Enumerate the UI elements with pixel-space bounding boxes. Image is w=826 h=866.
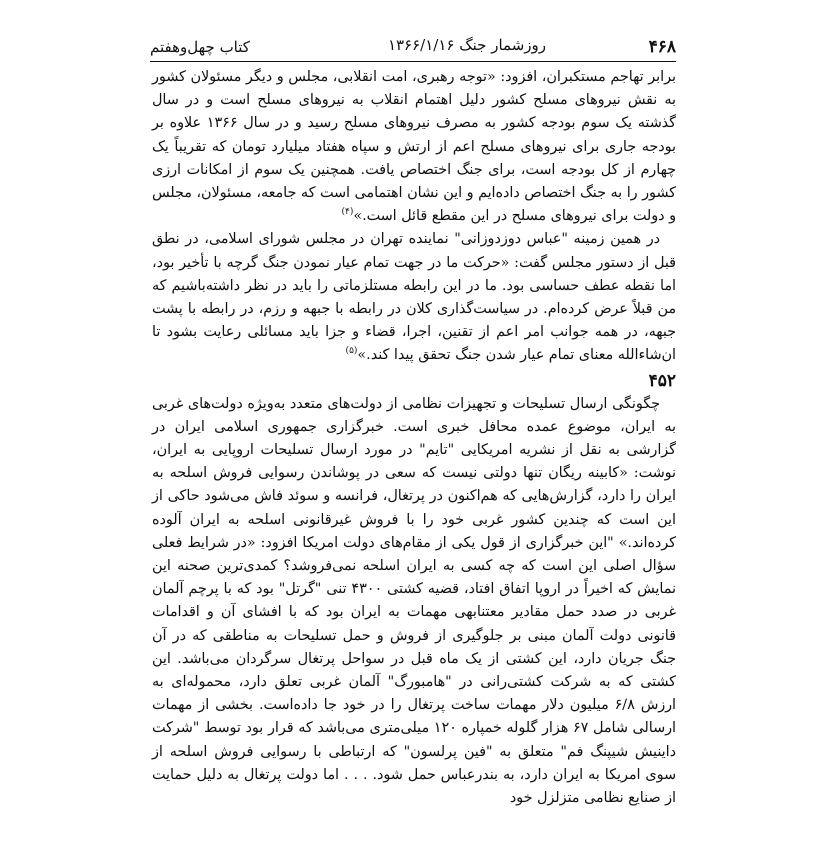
section-number: ۴۵۲ [648, 370, 676, 391]
paragraph-3 [152, 393, 676, 811]
footnote-ref-5: (۵) [345, 346, 358, 357]
paragraph-2-text: در همین زمینه "عباس دوزدوزانی" نماینده تهران در مجلس شورای اسلامی، در نطق قبل از دستور مجلس گفت: «حرکت ما در جهت تمام عیار نمودن جنگ گرچه با تأخیر بود، اما نقطه عطف حساسی بود. ما در این رابطه مستلزماتی را باید در نظر داشته‌باشیم که من قبلاً عرض کرده‌ام. در سیاست‌گذاری کلان در رابطه با جبهه و رزم، در رابطه با پشت جبهه، در همه جوانب امر اعم از تقنین، اجرا، قضاء و جزا باید مسائلی رعایت بشود تا ان‌شاءالله معنای تمام عیار شدن جنگ تحقق پیدا کند.» [152, 231, 676, 364]
page-header [150, 34, 676, 60]
page-number: ۴۶۸ [648, 37, 676, 57]
paragraph-2 [152, 228, 676, 367]
footnote-ref-4: (۴) [341, 207, 354, 218]
running-title: روزشمار جنگ ۱۳۶۶/۱/۱۶ [387, 36, 546, 54]
paragraph-3-text: چگونگی ارسال تسلیحات و تجهیزات نظامی از دولت‌های متعدد به‌ویژه دولت‌های غربی به ایران، موضوع عمده محافل خبری است. خبرگزاری جمهوری اسلامی ایران در گزارشی به نقل از نشریه امریکایی "تایم" در مورد ارسال تسلیحات اروپایی به ایران، نوشت: «کابینه ریگان تنها دولتی نیست که سعی در پوشاندن رسوایی فروش اسلحه به ایران را دارد، گزارش‌هایی که هم‌اکنون در پرتغال، فرانسه و سوئد فاش می‌شود حاکی از این است که چندین کشور غربی خود را با فروش غیرقانونی اسلحه به ایران آلوده کرده‌اند.» "این خبرگزاری از قول یکی از مقام‌های دولت امریکا افزود: «در شرایط فعلی سؤال اصلی این است که چه کسی به ایران اسلحه نمی‌فروشد؟ کمدی‌ترین صحنه این نمایش که اخیراً در اروپا اتفاق افتاد، قضیه کشتی ۴۳۰۰ تنی "گرتل" بود که با پرچم آلمان غربی در صدد حمل مقادیر معتنابهی مهمات به ایران بود که با افشای آن و اقدامات قانونی دولت آلمان مبنی بر جلوگیری از فروش و حمل تسلیحات به مناطقی که در آن جنگ جریان دارد، این کشتی از یک ماه قبل در سواحل پرتغال سرگردان می‌باشد. این کشتی که به شرکت کشتی‌رانی در "هامبورگ" آلمان غربی تعلق دارد، محموله‌ای به ارزش ۶/۸ میلیون دلار مهمات ساخت پرتغال را در خود جا داده‌است. بخشی از مهمات ارسالی شامل ۶۷ هزار گلوله خمپاره ۱۲۰ میلی‌متری می‌باشد که قرار بود توسط "شرکت داینیش شیپنگ فم" متعلق به "فین پرلسون" که ارتباطی با رسوایی فروش اسلحه از سوی امریکا به ایران دارد، به بندرعباس حمل شود. . . . اما دولت پرتغال به دلیل حمایت از صنایع نظامی متزلزل خود [152, 395, 676, 807]
paragraph-1-text: برابر تهاجم مستکبران، افزود: «توجه رهبری، امت انقلابی، مجلس و دیگر مسئولان کشور به نقش نیروهای مسلح کشور دلیل اهتمام انقلاب به نیروهای مسلح است و در سال گذشته یک سوم بودجه کشور به مصرف نیروهای مسلح رسید و در سال ۱۳۶۶ علاوه بر بودجه جاری برای نیروهای مسلح اعم از ارتش و سپاه هفتاد میلیارد تومان که تقریباً یک چهارم از کل بودجه است، برای جنگ اختصاص یافت. همچنین یک سوم از امکانات ارزی کشور را به جنگ اختصاص داده‌ایم و این نشان اهتمامی است که جامعه، مسئولان، مجلس و دولت برای نیروهای مسلح در این مقطع قائل است.» [152, 69, 676, 225]
paragraph-1 [152, 66, 676, 228]
body-text [152, 66, 676, 810]
book-title: کتاب چهل‌وهفتم [150, 38, 250, 56]
header-rule [150, 61, 676, 62]
